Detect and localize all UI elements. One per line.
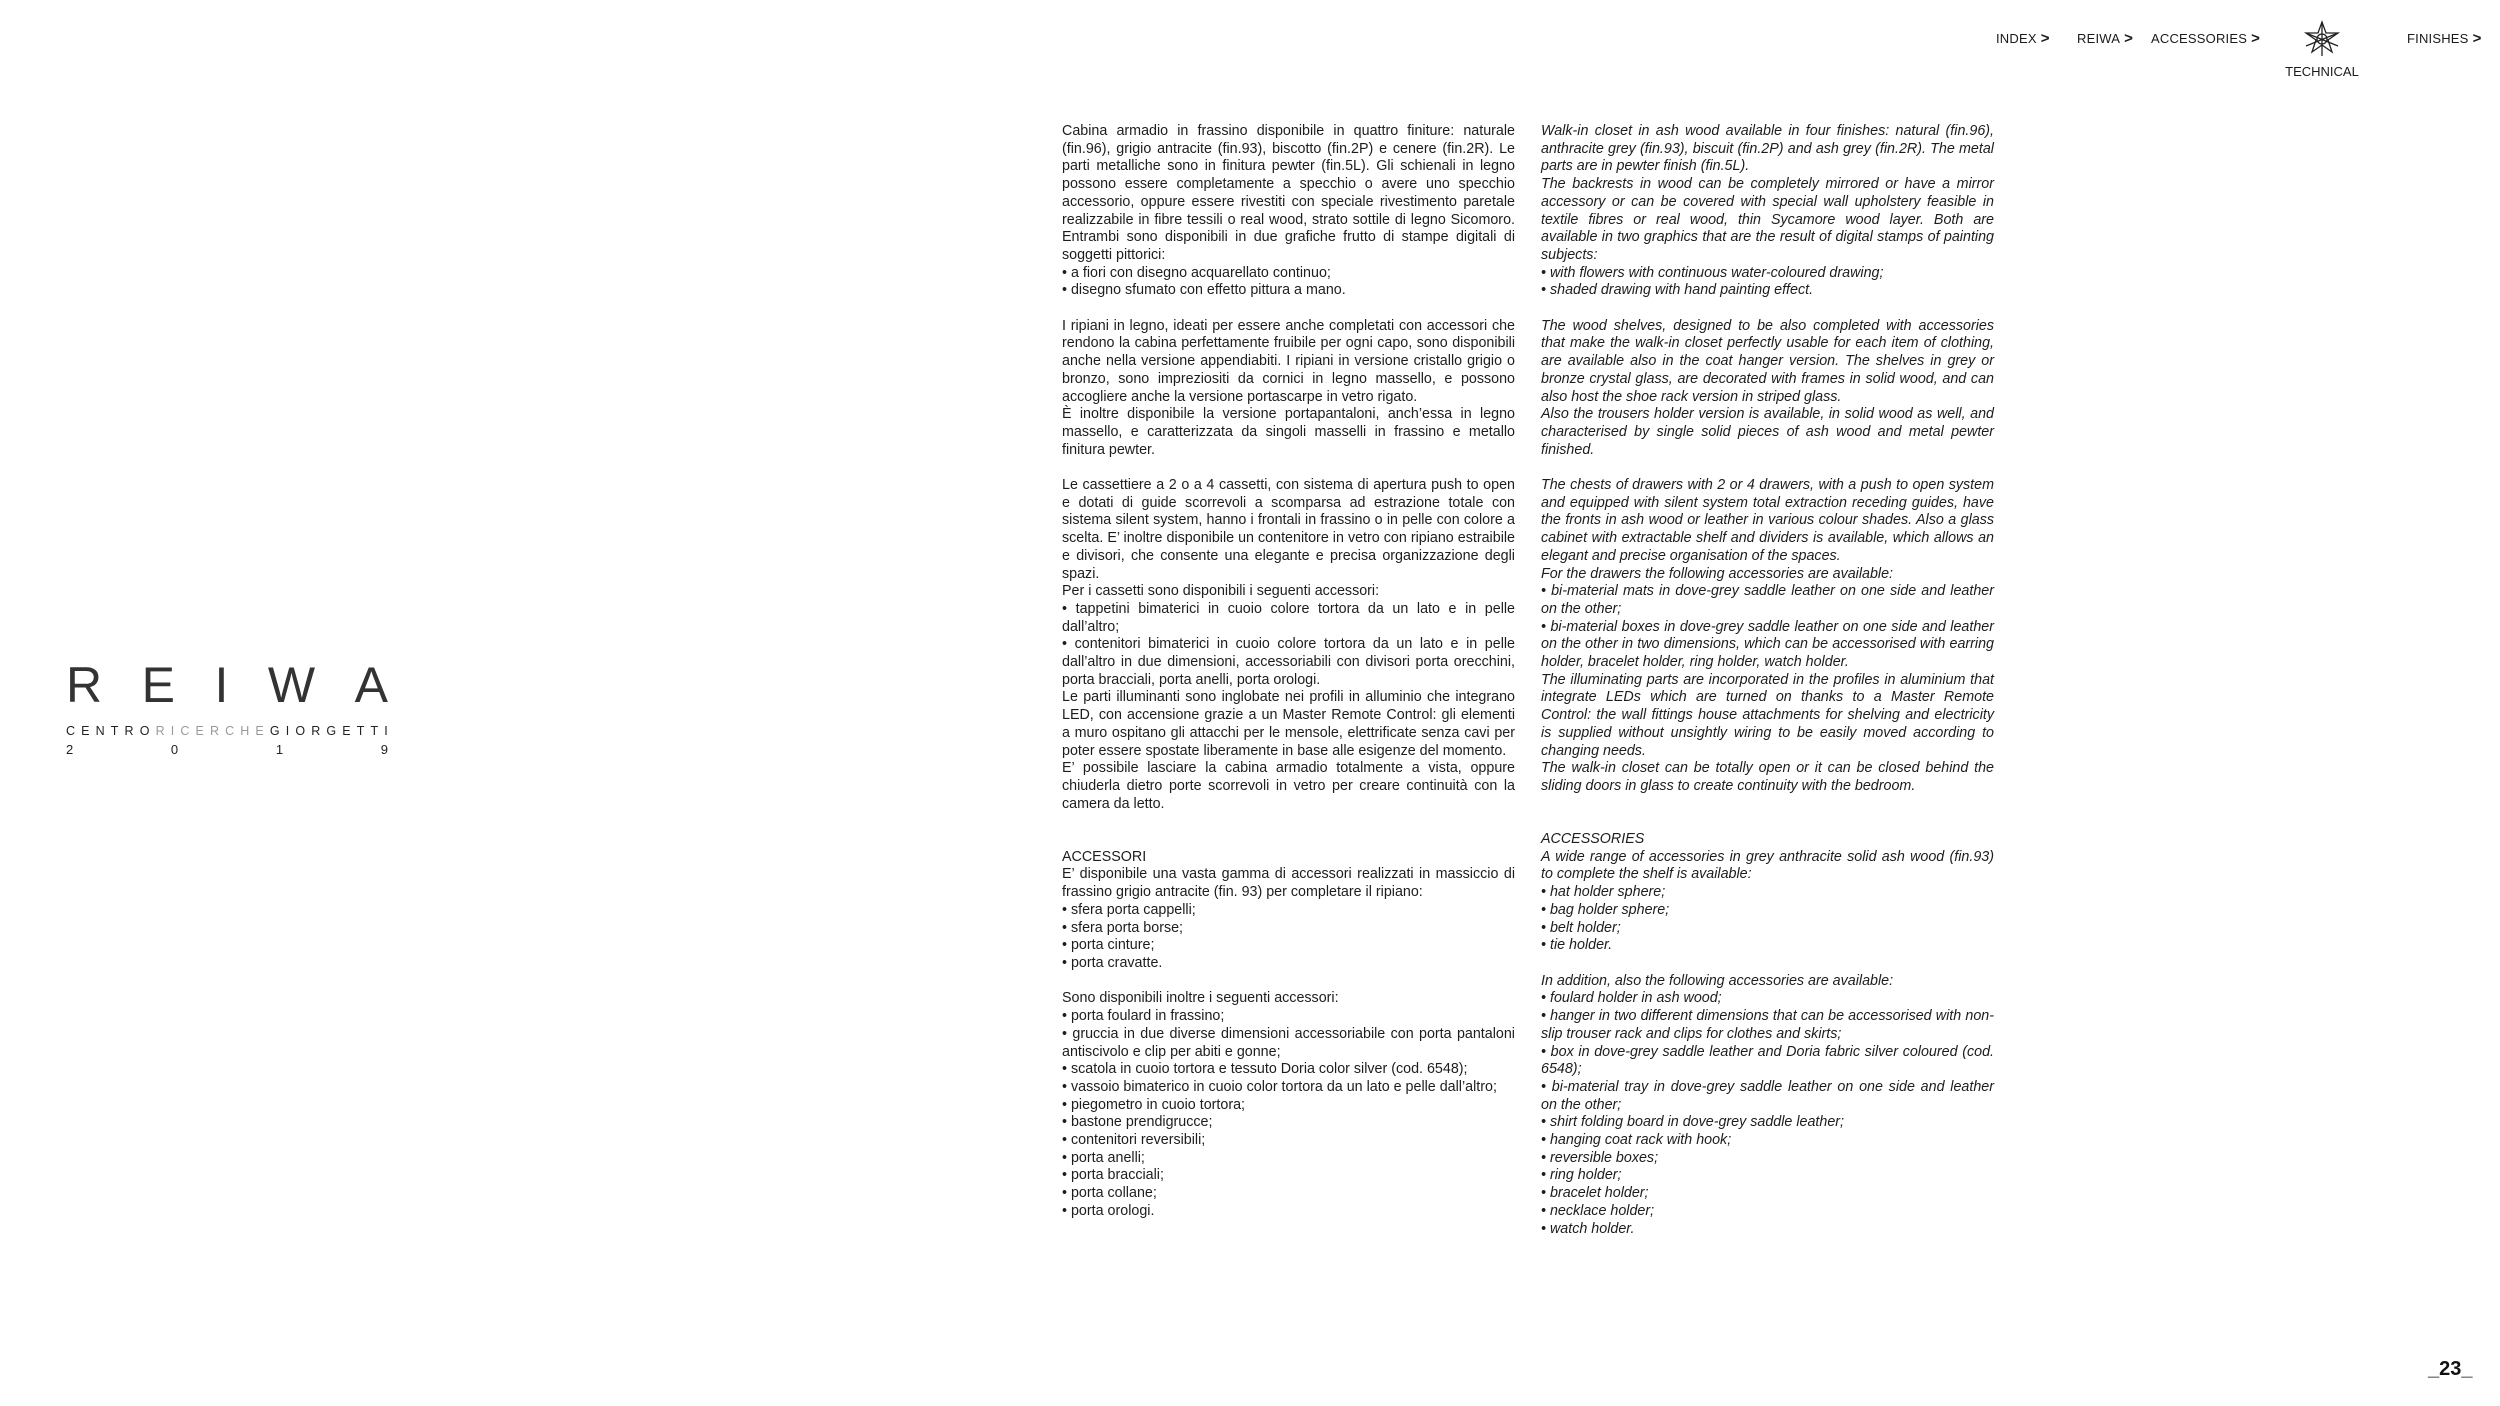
paragraph: The chests of drawers with 2 or 4 drawers, with a push to open system and equipped with silent system total extraction receding guides, have the fronts in ash wood or leather in various colour shades. Also a glass cabinet with extractable shelf and dividers is available, which allows an elegant and precise organisation of the spaces. (1541, 477, 1994, 564)
list-item: • hat holder sphere; (1541, 884, 1666, 901)
paragraph: For the drawers the following accessories are available: (1541, 565, 1894, 582)
brand-subtitle-letter: N (95, 724, 105, 738)
list-item: • porta bracciali; (1062, 1167, 1164, 1184)
technical-star-icon (2302, 20, 2342, 58)
list-item: • gruccia in due diverse dimensioni accessoriabile con porta pantaloni antiscivolo e clip per abiti e gonne; (1062, 1025, 1515, 1060)
brand-letter: A (354, 657, 388, 713)
brand-subtitle-letter: C (180, 724, 190, 738)
brand-subtitle-letter: I (170, 724, 175, 738)
paragraph: The wood shelves, designed to be also completed with accessories that make the walk-in closet perfectly usable for each item of clothing, are available also in the coat hanger version. The shelves in grey or bronze crystal glass, are decorated with frames in solid wood, and can also host the shoe rack version in striped glass. (1541, 317, 1994, 405)
brand-subtitle-letter: H (240, 724, 250, 738)
brand-subtitle-letter: E (81, 724, 90, 738)
list-item: • porta anelli; (1062, 1149, 1145, 1166)
list-item: • porta cinture; (1062, 937, 1155, 954)
bullet-list (1541, 583, 1994, 672)
nav-reiwa-link[interactable] (2077, 30, 2133, 47)
brand-subtitle-letter: C (66, 724, 76, 738)
brand-year (66, 742, 388, 757)
list-item: • scatola in cuoio tortora e tessuto Doria color silver (cod. 6548); (1062, 1061, 1468, 1078)
list-item: • box in dove-grey saddle leather and Doria fabric silver coloured (cod. 6548); (1541, 1043, 1994, 1078)
paragraph: Le cassettiere a 2 o a 4 cassetti, con sistema di apertura push to open e dotati di guide scorrevoli a scomparsa ad estrazione totale con sistema silent system, hanno i frontali in frassino o in pelle con colore a scelta. E’ inoltre disponibile un contenitore in vetro con ripiano estraibile e divisori, che consente una elegante e precisa organizzazione degli spazi. (1062, 477, 1515, 582)
brand-subtitle-letter: I (384, 724, 388, 738)
list-item: • with flowers with continuous water-coloured drawing; (1541, 264, 1884, 281)
paragraph: E’ possibile lasciare la cabina armadio totalmente a vista, oppure chiuderla dietro porte scorrevoli in vetro per creare continuità con la camera da letto. (1062, 760, 1515, 812)
nav-finishes-arrow-icon: > (2472, 30, 2482, 47)
italian-text-column (1062, 123, 1515, 1221)
list-item: • porta foulard in frassino; (1062, 1008, 1225, 1025)
bullet-list (1062, 902, 1515, 973)
bullet-list (1541, 990, 1994, 1238)
paragraph: È inoltre disponibile la versione portapantaloni, anch’essa in legno massello, e caratterizzata da singoli masselli in frassino e metallo finitura pewter. (1062, 406, 1515, 458)
brand-year-digit: 9 (380, 742, 388, 757)
list-item: • ring holder; (1541, 1167, 1622, 1184)
bullet-list (1541, 265, 1994, 300)
list-item: • contenitori bimaterici in cuoio colore tortora da un lato e in pelle dall’altro in due dimensioni, accessoriabili con divisori porta orecchini, porta bracciali, porta anelli, porta orologi. (1062, 636, 1515, 688)
brand-subtitle-letter: R (311, 724, 321, 738)
brand-wordmark (66, 657, 388, 713)
paragraph: Le parti illuminanti sono inglobate nei profili in alluminio che integrano LED, con accensione grazie a un Master Remote Control: gli elementi a muro ospitano gli attacchi per le mensole, elettrificate senza cavi per poter essere spostate liberamente in base alle esigenze del momento. (1062, 689, 1515, 759)
brand-subtitle-letter: R (124, 724, 134, 738)
bullet-list (1062, 265, 1515, 300)
list-item: • sfera porta cappelli; (1062, 901, 1196, 918)
nav-index-link[interactable] (1996, 30, 2050, 47)
bullet-list (1541, 884, 1994, 955)
paragraph: In addition, also the following accessories are available: (1541, 972, 1894, 989)
paragraph: I ripiani in legno, ideati per essere anche completati con accessori che rendono la cabina perfettamente fruibile per ogni capo, sono disponibili anche nella versione appendiabiti. I ripiani in versione cristallo grigio o bronzo, sono impreziositi da cornici in legno massello, e possono accogliere anche la versione portascarpe in vetro rigato. (1062, 317, 1515, 405)
paragraph: Per i cassetti sono disponibili i seguenti accessori: (1062, 583, 1380, 600)
nav-reiwa-label: REIWA (2077, 31, 2121, 46)
brand-subtitle (66, 724, 388, 738)
list-item: • necklace holder; (1541, 1202, 1655, 1219)
paragraph: Sono disponibili inoltre i seguenti accessori: (1062, 990, 1339, 1007)
nav-finishes-link[interactable] (2407, 30, 2482, 47)
list-item: • bag holder sphere; (1541, 901, 1670, 918)
list-item: • reversible boxes; (1541, 1149, 1659, 1166)
section-title: ACCESSORI (1062, 848, 1147, 865)
paragraph: Walk-in closet in ash wood available in four finishes: natural (fin.96), anthracite grey (fin.93), biscuit (fin.2P) and ash grey (fin.2R). The metal parts are in pewter finish (fin.5L). (1541, 123, 1994, 175)
list-item: • tappetini bimaterici in cuoio colore tortora da un lato e in pelle dall’altro; (1062, 600, 1515, 635)
brand-subtitle-letter: C (225, 724, 235, 738)
list-item: • a fiori con disegno acquarellato continuo; (1062, 264, 1331, 281)
brand-year-digit: 1 (275, 742, 284, 757)
nav-accessories-arrow-icon: > (2251, 30, 2261, 47)
paragraph: Cabina armadio in frassino disponibile in quattro finiture: naturale (fin.96), grigio antracite (fin.93), biscotto (fin.2P) e cenere (fin.2R). Le parti metalliche sono in finitura pewter (fin.5L). Gli schienali in legno possono essere completamente a specchio o avere uno specchio accessorio, oppure essere rivestiti con speciale rivestimento paretale realizzabile in fibre tessili o real wood, strato sottile di legno Sicomoro. Entrambi sono disponibili in due grafiche frutto di stampe digitali di soggetti pittorici: (1062, 123, 1515, 263)
list-item: • contenitori reversibili; (1062, 1132, 1206, 1149)
brand-subtitle-letter: E (195, 724, 204, 738)
list-item: • disegno sfumato con effetto pittura a mano. (1062, 282, 1346, 299)
list-item: • piegometro in cuoio tortora; (1062, 1096, 1246, 1113)
section-title: ACCESSORIES (1541, 831, 1645, 848)
brand-subtitle-letter: O (139, 724, 150, 738)
paragraph: The backrests in wood can be completely mirrored or have a mirror accessory or can be covered with special wall upholstery feasible in textile fibres or real wood, thin Sycamore wood layer. Both are available in two graphics that are the result of digital stamps of painting subjects: (1541, 176, 1994, 263)
paragraph: The illuminating parts are incorporated in the profiles in aluminium that integrate LEDs which are turned on thanks to a Master Remote Control: the wall fittings house attachments for shelving and electricity is supplied without unsightly wiring to be easily moved according to changing needs. (1541, 671, 1994, 759)
list-item: • foulard holder in ash wood; (1541, 990, 1722, 1007)
list-item: • porta orologi. (1062, 1202, 1155, 1219)
list-item: • vassoio bimaterico in cuoio color tortora da un lato e pelle dall’altro; (1062, 1078, 1497, 1095)
brand-subtitle-letter: T (370, 724, 379, 738)
brand-year-digit: 2 (66, 742, 74, 757)
list-item: • hanging coat rack with hook; (1541, 1132, 1732, 1149)
brand-subtitle-letter: E (255, 724, 264, 738)
nav-accessories-label: ACCESSORIES (2151, 31, 2248, 46)
paragraph: E’ disponibile una vasta gamma di accessori realizzati in massiccio di frassino grigio antracite (fin. 93) per completare il ripiano: (1062, 866, 1515, 901)
bullet-list (1062, 601, 1515, 690)
list-item: • watch holder. (1541, 1220, 1635, 1237)
brand-letter: W (267, 657, 316, 713)
nav-technical-link[interactable] (2282, 20, 2362, 79)
nav-reiwa-arrow-icon: > (2124, 30, 2134, 47)
brand-letter: E (141, 657, 175, 713)
list-item: • porta cravatte. (1062, 955, 1163, 971)
bullet-list (1062, 1008, 1515, 1220)
list-item: • sfera porta borse; (1062, 919, 1184, 936)
brand-logo (66, 657, 388, 757)
brand-subtitle-letter: G (326, 724, 337, 738)
paragraph: A wide range of accessories in grey anthracite solid ash wood (fin.93) to complete the shelf is available: (1541, 848, 1994, 883)
paragraph: The walk-in closet can be totally open or it can be closed behind the sliding doors in glass to create continuity with the bedroom. (1541, 760, 1994, 794)
nav-technical-label: TECHNICAL (2285, 64, 2359, 79)
brand-subtitle-letter: G (269, 724, 280, 738)
brand-subtitle-letter: T (110, 724, 119, 738)
list-item: • shirt folding board in dove-grey saddle leather; (1541, 1114, 1845, 1131)
list-item: • tie holder. (1541, 937, 1613, 954)
list-item: • bastone prendigrucce; (1062, 1114, 1213, 1131)
nav-finishes-label: FINISHES (2407, 31, 2469, 46)
list-item: • hanger in two different dimensions that can be accessorised with non-slip trouser rack and clips for clothes and skirts; (1541, 1008, 1994, 1042)
list-item: • shaded drawing with hand painting effect. (1541, 282, 1814, 299)
brand-subtitle-letter: T (356, 724, 365, 738)
paragraph: Also the trousers holder version is available, in solid wood as well, and characterised by single solid pieces of ash wood and metal pewter finished. (1541, 406, 1994, 458)
list-item: • bracelet holder; (1541, 1185, 1649, 1202)
english-text-column (1541, 123, 1994, 1238)
brand-subtitle-letter: R (209, 724, 219, 738)
brand-subtitle-letter: I (285, 724, 290, 738)
list-item: • bi-material mats in dove-grey saddle leather on one side and leather on the other; (1541, 583, 1994, 617)
list-item: • bi-material boxes in dove-grey saddle leather on one side and leather on the other in two dimensions, which can be accessorised with earring holder, bracelet holder, ring holder, watch holder. (1541, 618, 1994, 671)
list-item: • bi-material tray in dove-grey saddle leather on one side and leather on the other; (1541, 1078, 1994, 1113)
page-number: _23_ (2428, 1358, 2473, 1380)
brand-letter: I (214, 657, 229, 713)
list-item: • porta collane; (1062, 1185, 1157, 1202)
brand-letter: R (66, 657, 103, 713)
brand-subtitle-letter: R (155, 724, 165, 738)
brand-subtitle-letter: O (295, 724, 306, 738)
nav-accessories-link[interactable] (2151, 30, 2260, 47)
nav-index-arrow-icon: > (2040, 30, 2050, 47)
list-item: • belt holder; (1541, 919, 1621, 936)
brand-year-digit: 0 (170, 742, 179, 757)
nav-index-label: INDEX (1996, 31, 2037, 46)
brand-subtitle-letter: E (342, 724, 351, 738)
